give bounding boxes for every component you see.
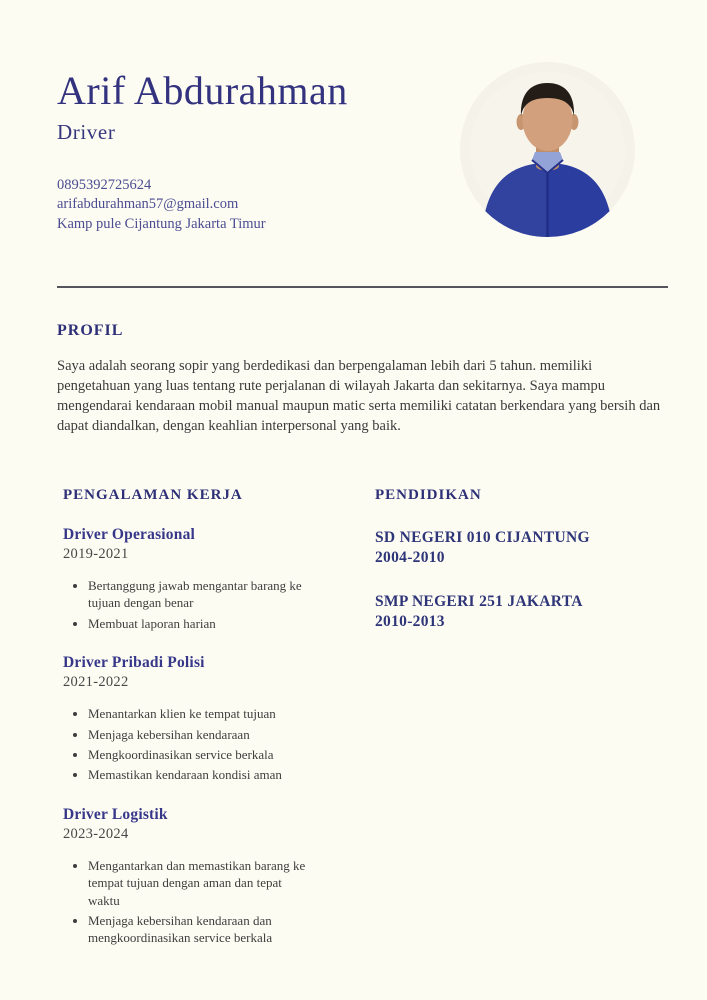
job-bullet: • Menantarkan klien ke tempat tujuan <box>88 705 311 722</box>
home-address: Kamp pule Cijantung Jakarta Timur <box>57 215 266 232</box>
two-column-area <box>57 487 668 950</box>
section-divider <box>57 286 668 288</box>
job-title: Driver Operasional <box>63 526 196 543</box>
experience-section <box>57 487 375 950</box>
header-text-block <box>57 40 460 237</box>
job-bullet: • Bertanggung jawab mengantar barang ke tujuan dengan benar <box>88 577 311 612</box>
school-name: SD NEGERI 010 CIJANTUNG <box>375 529 590 546</box>
phone-number: 0895392725624 <box>57 177 152 193</box>
job-title: Driver Pribadi Polisi <box>63 654 205 672</box>
education-entry <box>375 528 668 568</box>
job-bullet: • Mengkoordinasikan service berkala <box>88 746 311 763</box>
header <box>57 0 668 237</box>
profile-section <box>57 322 668 436</box>
experience-entry <box>63 654 375 784</box>
school-name: SMP NEGERI 251 JAKARTA <box>375 593 583 611</box>
job-bullet: • Menjaga kebersihan kendaraan <box>88 726 311 743</box>
job-bullet: • Memastikan kendaraan kondisi aman <box>88 766 311 783</box>
person-name: Arif Abdurahman <box>57 68 348 113</box>
job-bullet-list <box>63 857 311 947</box>
job-bullet: • Membuat laporan harian <box>88 615 311 632</box>
education-section <box>375 487 668 950</box>
school-period: 2004-2010 <box>375 549 445 567</box>
email-address: arifabdurahman57@gmail.com <box>57 196 239 213</box>
education-heading: PENDIDIKAN <box>375 487 482 503</box>
job-period: 2023-2024 <box>63 825 129 842</box>
job-bullet: • Mengantarkan dan memastikan barang ke tempat tujuan dengan aman dan tepat waktu <box>88 857 311 909</box>
job-bullet: • Menjaga kebersihan kendaraan dan mengkoordinasikan service berkala <box>88 912 311 947</box>
contact-block <box>57 176 460 234</box>
job-title: Driver Logistik <box>63 805 168 823</box>
profile-photo-illustration <box>460 62 635 237</box>
profile-text: Saya adalah seorang sopir yang berdedikasi dan berpengalaman lebih dari 5 tahun. memiliki pengetahuan yang luas tentang rute perjalanan di wilayah Jakarta dan sekitarnya. Saya mampu mengendarai kendaraan mobil manual maupun matic serta memiliki catatan berkendara yang bersih dan dapat diandalkan, dengan keahlian interpersonal yang baik. <box>57 358 661 434</box>
education-entry <box>375 592 668 632</box>
school-period: 2010-2013 <box>375 613 445 631</box>
job-bullet-list <box>63 577 311 632</box>
job-bullet-list <box>63 705 311 784</box>
profile-photo <box>460 62 635 237</box>
experience-entry <box>63 806 375 947</box>
job-period: 2019-2021 <box>63 546 129 562</box>
profile-heading: PROFIL <box>57 322 124 339</box>
experience-entry <box>63 526 375 632</box>
job-title-subtitle: Driver <box>57 120 116 144</box>
job-period: 2021-2022 <box>63 674 129 691</box>
experience-heading: PENGALAMAN KERJA <box>63 487 243 503</box>
